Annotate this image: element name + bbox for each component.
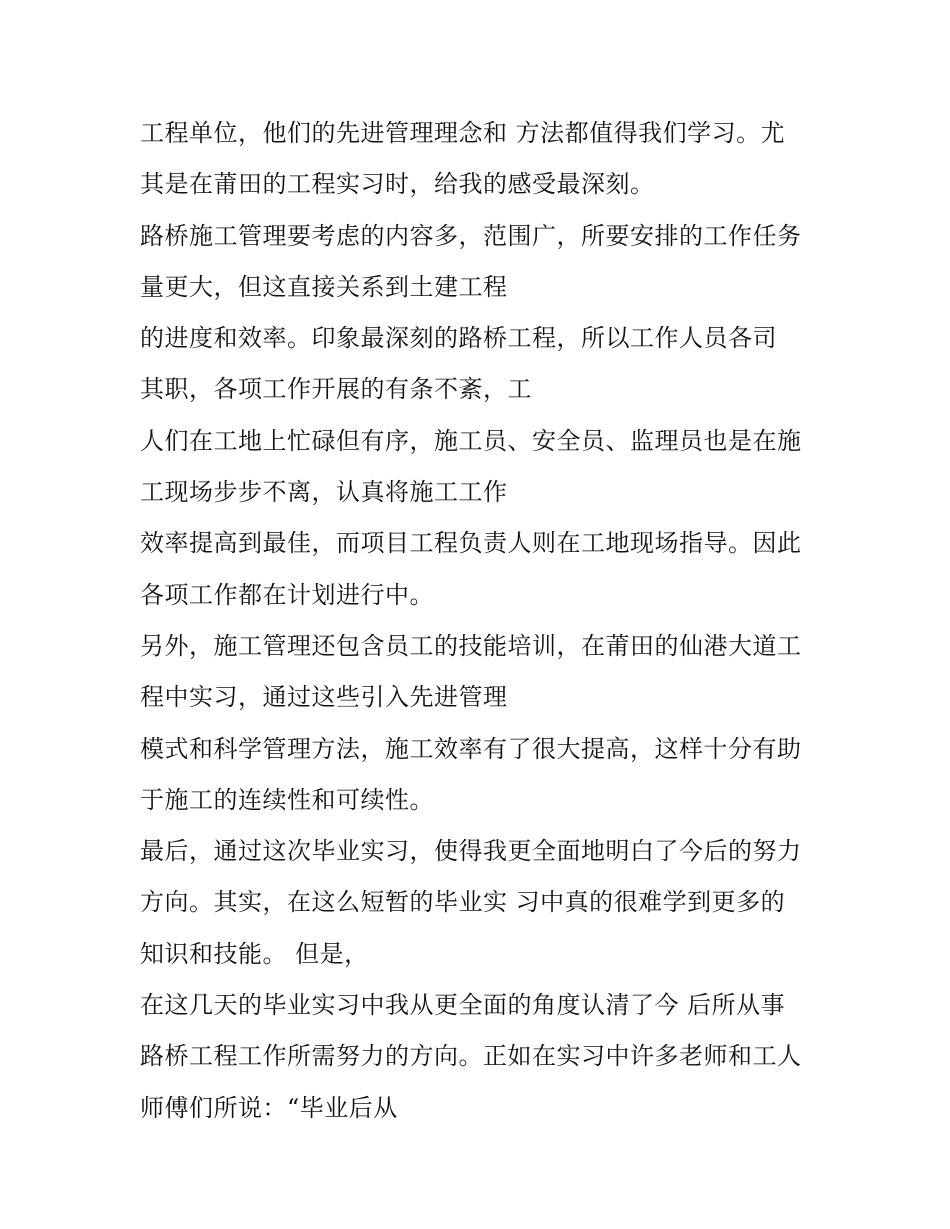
text-line: 路桥工程工作所需努力的方向。正如在实习中许多老师和工人 (140, 1042, 802, 1071)
text-line: 最后，通过这次毕业实习，使得我更全面地明白了今后的努力 (140, 837, 802, 866)
text-line: 的进度和效率。印象最深刻的路桥工程，所以工作人员各司 (140, 324, 777, 353)
text-line: 量更大，但这直接关系到土建工程 (140, 272, 508, 301)
text-line: 知识和技能。 但是， (140, 939, 369, 968)
text-line: 其职，各项工作开展的有条不紊，工 (140, 375, 532, 404)
text-line: 师傅们所说：“毕业后从 (140, 1093, 398, 1122)
text-line: 于施工的连续性和可续性。 (140, 785, 434, 814)
text-line: 其是在莆田的工程实习时，给我的感受最深刻。 (140, 170, 655, 199)
body-text (140, 108, 840, 1134)
text-line: 路桥施工管理要考虑的内容多，范围广，所要安排的工作任务 (140, 221, 802, 250)
text-line: 模式和科学管理方法，施工效率有了很大提高，这样十分有助 (140, 734, 802, 763)
text-line: 工程单位，他们的先进管理理念和 方法都值得我们学习。尤 (140, 119, 786, 147)
text-line: 各项工作都在计划进行中。 (140, 580, 434, 609)
text-line: 人们在工地上忙碌但有序，施工员、安全员、监理员也是在施 (140, 426, 802, 455)
text-line: 另外，施工管理还包含员工的技能培训，在莆田的仙港大道工 (140, 631, 802, 660)
text-line: 效率提高到最佳，而项目工程负责人则在工地现场指导。因此 (140, 529, 802, 558)
text-line: 工现场步步不离，认真将施工工作 (140, 478, 508, 507)
text-line: 方向。其实，在这么短暂的毕业实 习中真的很难学到更多的 (140, 888, 786, 917)
text-line: 在这几天的毕业实习中我从更全面的角度认清了今 后所从事 (140, 991, 786, 1020)
text-line: 程中实习，通过这些引入先进管理 (140, 683, 508, 712)
